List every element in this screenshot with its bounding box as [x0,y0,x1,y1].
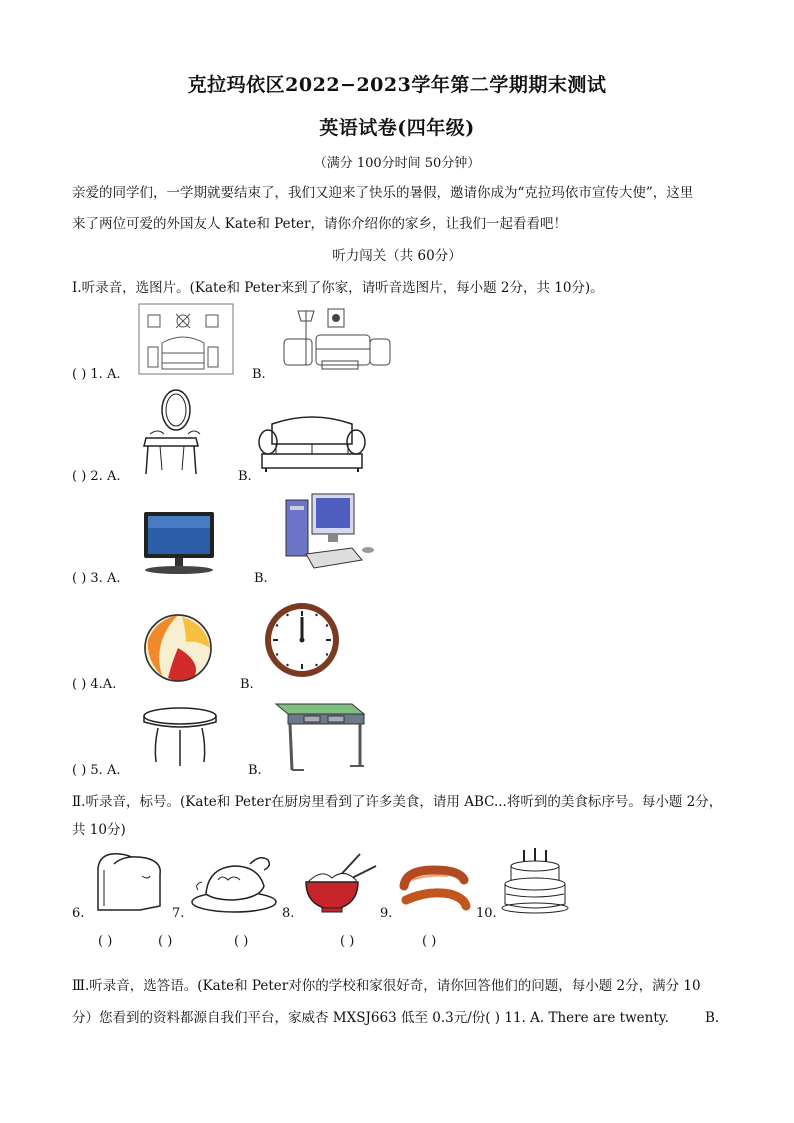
intro-line-1: 亲爱的同学们，一学期就要结束了，我们又迎来了快乐的暑假，邀请你成为“克拉玛依市宣传大使”，这里 [72,185,694,201]
rice-bowl-picture [302,850,380,916]
listening-title: 听力闯关（共 60分） [332,248,462,264]
section-3-line-1: Ⅲ.听录音，选答语。(Kate和 Peter对你的学校和家很好奇，请你回答他们的问题，每小题 2分，满分 10 [72,978,701,994]
computer-picture [282,492,378,574]
item-3-label: ( ) 3. A. [72,571,121,586]
tv-picture [142,510,218,576]
intro-line-2: 来了两位可爱的外国友人 Kate和 Peter，请你介绍你的家乡，让我们一起看看吧！ [72,216,567,232]
section-3-heading [72,970,732,1034]
section-2-heading-line-1: Ⅱ.听录音，标号。(Kate和 Peter在厨房里看到了许多美食，请用 ABC...将听到的美食标序号。每小题 2分， [72,794,723,810]
section-2-heading-line-2: 共 10分) [72,822,126,838]
food-label-8: 8. [282,906,295,921]
answer-paren-7[interactable]: ( ) [158,934,173,949]
item-3-b-label: B. [254,571,268,586]
answer-paren-10[interactable]: ( ) [422,934,437,949]
sofa-picture [258,414,366,474]
score-time-note: （满分 100分时间 50分钟） [313,156,481,171]
beach-ball-picture [142,612,214,684]
answer-paren-6[interactable]: ( ) [98,934,113,949]
item-4-b-label: B. [240,677,254,692]
section-3-line-2-text: 分）您看到的资料都源自我们平台，家威杏 MXSJ663 低至 0.3元/份( ) 11. A. There are twenty. [72,1010,669,1026]
roast-chicken-picture [188,850,280,916]
section-1-heading: Ⅰ.听录音，选图片。(Kate和 Peter来到了你家，请听音选图片，每小题 2分，共 10分)。 [72,280,604,296]
desk-picture [274,700,366,772]
round-table-picture [140,706,220,768]
item-5-label: ( ) 5. A. [72,763,121,778]
living-room-picture [278,305,392,375]
intro-paragraph [72,178,722,240]
bread-picture [90,848,170,914]
answer-paren-8[interactable]: ( ) [234,934,249,949]
armchair-picture [140,388,206,476]
birthday-cake-picture [500,846,570,916]
section-2-heading [72,788,732,844]
item-5-b-label: B. [248,763,262,778]
answer-paren-9[interactable]: ( ) [340,934,355,949]
item-2-label: ( ) 2. A. [72,469,121,484]
section-3-line-2 [72,1002,732,1034]
section-3-option-b: B. [705,1010,720,1026]
food-label-7: 7. [172,906,185,921]
food-label-6: 6. [72,906,85,921]
item-1-label: ( ) 1. A. [72,367,121,382]
item-2-b-label: B. [238,469,252,484]
food-label-10: 10. [476,906,497,921]
item-4-label: ( ) 4.A. [72,677,117,692]
food-label-9: 9. [380,906,393,921]
clock-picture [262,600,342,680]
page-subtitle: 英语试卷(四年级) [319,117,475,139]
page-title: 克拉玛依区2022−2023学年第二学期期末测试 [187,74,607,96]
sausages-picture [398,860,472,914]
item-1-b-label: B. [252,367,266,382]
bedroom-picture [138,303,234,375]
